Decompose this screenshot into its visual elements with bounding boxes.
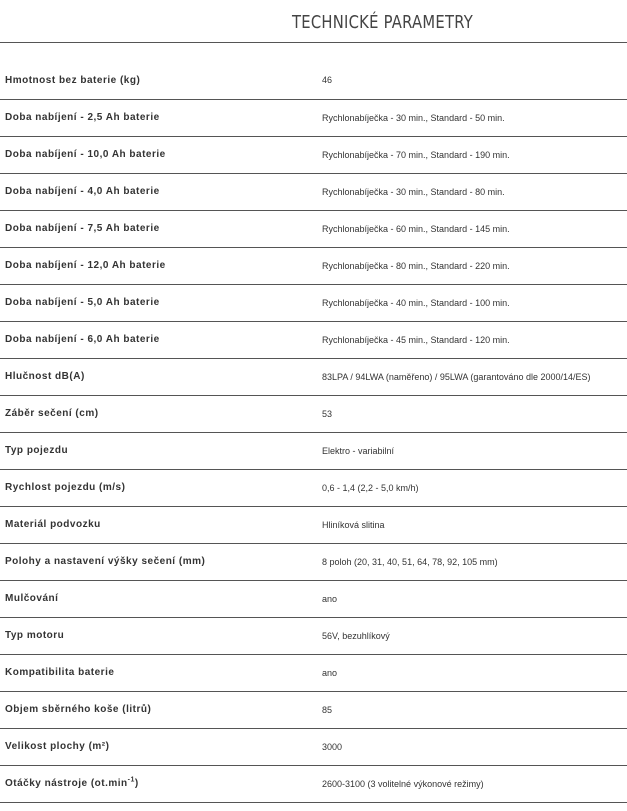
spec-value: Rychlonabíječka - 40 min., Standard - 100 min. (322, 297, 510, 308)
spec-label: Doba nabíjení - 10,0 Ah baterie (5, 149, 166, 160)
spec-row (0, 654, 627, 691)
spec-label: Kompatibilita baterie (5, 667, 115, 678)
spec-label: Velikost plochy (m²) (5, 741, 110, 752)
spec-row (0, 617, 627, 654)
spec-value: Rychlonabíječka - 45 min., Standard - 120 min. (322, 334, 510, 345)
spec-label: Rychlost pojezdu (m/s) (5, 482, 126, 493)
spec-label: Mulčování (5, 593, 59, 604)
spec-label: Typ pojezdu (5, 445, 69, 456)
spec-value: Rychlonabíječka - 60 min., Standard - 145 min. (322, 223, 510, 234)
section-heading (0, 0, 627, 43)
spec-row (0, 62, 627, 99)
spec-row (0, 765, 627, 802)
spec-row (0, 580, 627, 617)
spec-label: Hmotnost bez baterie (kg) (5, 74, 141, 86)
spec-row (0, 99, 627, 136)
spec-label: Doba nabíjení - 7,5 Ah baterie (5, 223, 160, 234)
spec-row (0, 543, 627, 580)
spec-value: Rychlonabíječka - 80 min., Standard - 220 min. (322, 260, 510, 271)
spec-value: 83LPA / 94LWA (naměřeno) / 95LWA (garantováno dle 2000/14/ES) (322, 371, 591, 382)
spec-value: 53 (322, 408, 333, 419)
section-title: TECHNICKÉ PARAMETRY (292, 12, 474, 33)
spec-row (0, 173, 627, 210)
spec-label: Záběr sečení (cm) (5, 408, 99, 419)
spec-value: ano (322, 593, 338, 604)
spec-label: Polohy a nastavení výšky sečení (mm) (5, 556, 206, 567)
spec-row (0, 469, 627, 506)
spec-label-superscript: -1 (127, 776, 135, 784)
spec-value: Rychlonabíječka - 70 min., Standard - 190 min. (322, 149, 510, 160)
spec-row (0, 728, 627, 765)
spec-row (0, 210, 627, 247)
spec-value: 46 (322, 75, 333, 86)
spec-label: Doba nabíjení - 2,5 Ah baterie (5, 112, 160, 123)
spec-row (0, 506, 627, 543)
spec-row (0, 432, 627, 469)
spec-value: Elektro - variabilní (322, 445, 395, 456)
spec-value: Rychlonabíječka - 30 min., Standard - 50 min. (322, 112, 505, 123)
spec-row (0, 395, 627, 432)
spec-value: 8 poloh (20, 31, 40, 51, 64, 78, 92, 105 mm) (322, 556, 498, 567)
spec-table (0, 62, 627, 803)
spec-value: 85 (322, 704, 333, 715)
spec-label: Doba nabíjení - 5,0 Ah baterie (5, 297, 160, 308)
spec-label: Doba nabíjení - 12,0 Ah baterie (5, 260, 166, 271)
spec-value: 3000 (322, 741, 343, 752)
spec-value: 0,6 - 1,4 (2,2 - 5,0 km/h) (322, 482, 419, 493)
spec-value: Rychlonabíječka - 30 min., Standard - 80 min. (322, 186, 505, 197)
spec-row (0, 136, 627, 173)
spec-label: Hlučnost dB(A) (5, 371, 85, 382)
spec-label-text: Otáčky nástroje (ot.min (5, 778, 128, 789)
spec-row (0, 247, 627, 284)
spec-row (0, 691, 627, 728)
spec-label: Doba nabíjení - 4,0 Ah baterie (5, 186, 160, 197)
spec-value: Hliníková slitina (322, 519, 385, 530)
spec-label: Materiál podvozku (5, 519, 101, 530)
spec-row (0, 321, 627, 358)
spec-value: 2600-3100 (3 volitelné výkonové režimy) (322, 778, 484, 789)
spec-row (0, 284, 627, 321)
spec-label: Typ motoru (5, 630, 65, 641)
spec-label: Objem sběrného koše (litrů) (5, 704, 152, 715)
spec-label-end: ) (134, 778, 139, 789)
spec-label (0, 765, 318, 802)
spec-row (0, 358, 627, 395)
spec-label: Doba nabíjení - 6,0 Ah baterie (5, 334, 160, 345)
spec-value: ano (322, 667, 338, 678)
spec-value: 56V, bezuhlíkový (322, 630, 390, 641)
